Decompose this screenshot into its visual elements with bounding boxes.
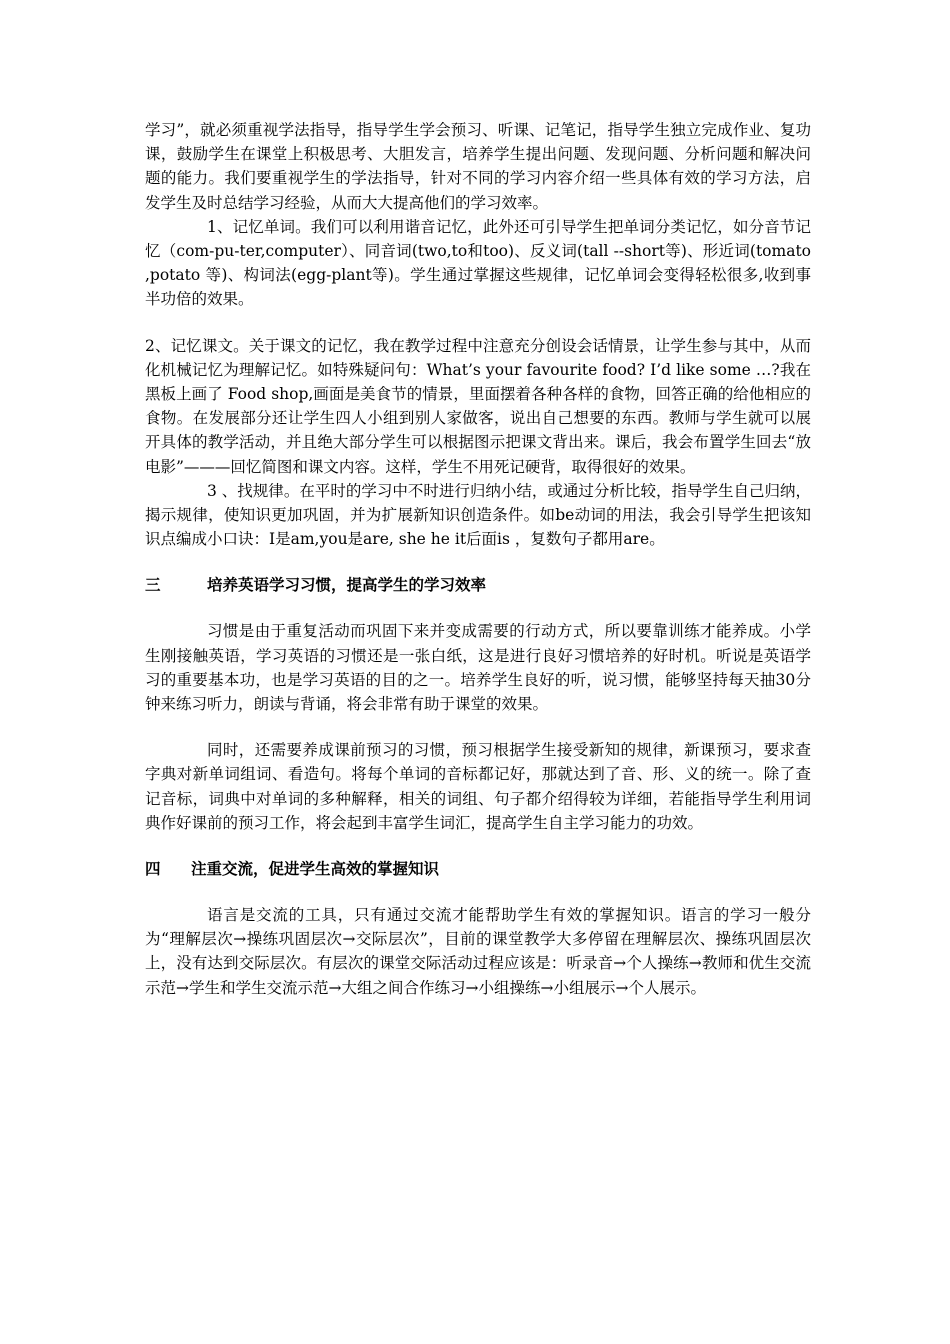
preview-paragraph: 同时，还需要养成课前预习的习惯，预习根据学生接受新知的规律，新课预习，要求查字典对新单词组词、看造句。将每个单词的音标都记好，那就达到了音、形、义的统一。除了查记音标，词典中对单词的多种解释，相关的词组、句子都介绍得较为详细，若能指导学生利用词典作好课前的预习工作，将会起到丰富学生词汇，提高学生自主学习能力的功效。 xyxy=(145,741,811,832)
communication-paragraph: 语言是交流的工具，只有通过交流才能帮助学生有效的掌握知识。语言的学习一般分为“理解层次→操练巩固层次→交际层次”，目前的课堂教学大多停留在理解层次、操练巩固层次上，没有达到交际层次。有层次的课堂交际活动过程应该是：听录音→个人操练→教师和优生交流示范→学生和学生交流示范→大组之间合作练习→小组操练→小组展示→个人展示。 xyxy=(145,906,811,997)
intro-paragraph: 学习”，就必须重视学法指导，指导学生学会预习、听课、记笔记，指导学生独立完成作业、复功课，鼓励学生在课堂上积极思考、大胆发言，培养学生提出问题、发现问题、分析问题和解决问题的能力。我们要重视学生的学法指导，针对不同的学习内容介绍一些具体有效的学习方法，启发学生及时总结学习经验，从而大大提高他们的学习效率。 xyxy=(145,121,811,212)
habit-paragraph: 习惯是由于重复活动而巩固下来并变成需要的行动方式，所以要靠训练才能养成。小学生刚接触英语，学习英语的习惯还是一张白纸，这是进行良好习惯培养的好时机。听说是英语学习的重要基本功，也是学习英语的目的之一。培养学生良好的听，说习惯，能够坚持每天抽30分钟来练习听力，朗读与背诵，将会非常有助于课堂的效果。 xyxy=(145,622,811,714)
section-title: 培养英语学习习惯，提高学生的学习效率 xyxy=(207,575,487,595)
memorize-text-paragraph: 2、记忆课文。关于课文的记忆，我在教学过程中注意充分创设会话情景，让学生参与其中，从而化机械记忆为理解记忆。如特殊疑问句：What’s your favourite food? I’d like some …?我在黑板上画了 Food shop,画面是美食节的情景，里面摆着各种各样的食物，回答正确的给他相应的食物。在发展部分还让学生四人小组到别人家做客，说出自己想要的东西。教师与学生就可以展开具体的教学活动，并且绝大部分学生可以根据图示把课文背出来。课后，我会布置学生回去“放电影”———回忆简图和课文内容。这样，学生不用死记硬背，取得很好的效果。 xyxy=(145,336,811,476)
paragraph-gap xyxy=(145,551,811,573)
section-number: 四 xyxy=(145,859,161,879)
paragraph-gap xyxy=(145,312,811,334)
paragraph-gap xyxy=(145,597,811,619)
section-title: 注重交流，促进学生高效的掌握知识 xyxy=(191,859,440,879)
section-number: 三 xyxy=(145,575,161,595)
section-heading-3 xyxy=(145,573,811,597)
paragraph-gap xyxy=(145,835,811,857)
document-page xyxy=(145,118,811,1000)
memorize-words-paragraph: 1、记忆单词。我们可以利用谐音记忆，此外还可引导学生把单词分类记忆，如分音节记忆（com-pu-ter,computer）、同音词(two,to和too)、反义词(tall --short等)、形近词(tomato ,potato 等)、构词法(egg-plant等)。学生通过掌握这些规律，记忆单词会变得轻松很多,收到事半功倍的效果。 xyxy=(145,217,811,309)
find-rules-paragraph: 3 、找规律。在平时的学习中不时进行归纳小结，或通过分析比较，指导学生自己归纳，揭示规律，使知识更加巩固，并为扩展新知识创造条件。如be动词的用法，我会引导学生把该知识点编成小口诀：I是am,you是are, she he it后面is ，复数句子都用are。 xyxy=(145,481,811,549)
section-heading-4 xyxy=(145,857,811,881)
paragraph-gap xyxy=(145,881,811,903)
paragraph-gap xyxy=(145,716,811,738)
